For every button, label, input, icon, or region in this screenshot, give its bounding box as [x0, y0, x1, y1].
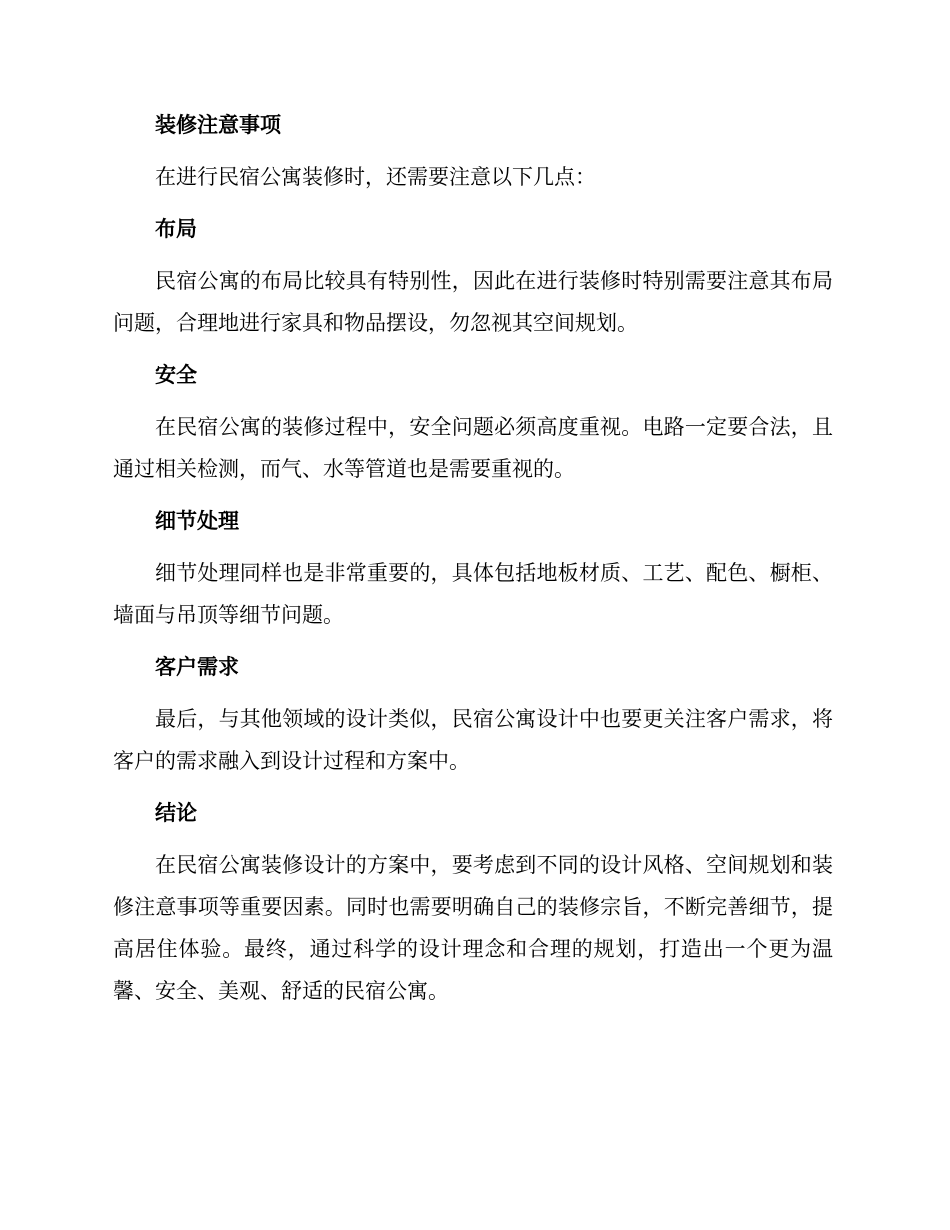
section-paragraph-decoration-notes: 在进行民宿公寓装修时，还需要注意以下几点：: [155, 165, 596, 189]
section-heading-decoration-notes: 装修注意事项: [155, 113, 281, 137]
section-heading-conclusion: 结论: [155, 801, 197, 825]
section-heading-details: 细节处理: [155, 509, 239, 533]
section-heading-customer-needs: 客户需求: [155, 655, 239, 679]
section-paragraph-safety: 在民宿公寓的装修过程中，安全问题必须高度重视。电路一定要合法，且通过相关检测，而气、水等管道也是需要重视的。: [113, 415, 833, 481]
document-body: [113, 104, 833, 1012]
section-heading-layout: 布局: [155, 217, 197, 241]
section-paragraph-details: 细节处理同样也是非常重要的，具体包括地板材质、工艺、配色、橱柜、墙面与吊顶等细节问题。: [113, 561, 833, 627]
section-paragraph-customer-needs: 最后，与其他领域的设计类似，民宿公寓设计中也要更关注客户需求，将客户的需求融入到设计过程和方案中。: [113, 707, 833, 773]
section-paragraph-conclusion: 在民宿公寓装修设计的方案中，要考虑到不同的设计风格、空间规划和装修注意事项等重要因素。同时也需要明确自己的装修宗旨，不断完善细节，提高居住体验。最终，通过科学的设计理念和合理的规划，打造出一个更为温馨、安全、美观、舒适的民宿公寓。: [113, 853, 833, 1003]
section-heading-safety: 安全: [155, 363, 197, 387]
section-paragraph-layout: 民宿公寓的布局比较具有特别性，因此在进行装修时特别需要注意其布局问题，合理地进行家具和物品摆设，勿忽视其空间规划。: [113, 269, 833, 335]
